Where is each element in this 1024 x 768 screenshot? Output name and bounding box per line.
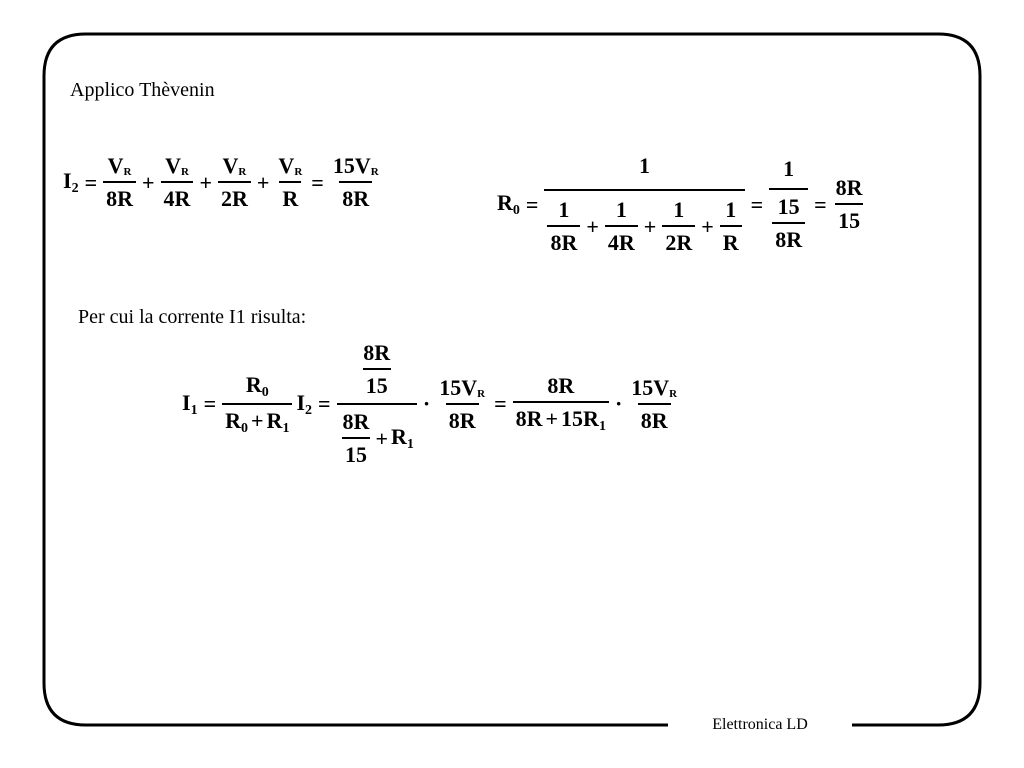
- equals-sign: =: [494, 391, 507, 416]
- formula-r0: [497, 153, 866, 256]
- equals-sign: =: [814, 191, 827, 217]
- fraction-reciprocal-sum: 1 $\frac{1}{8R}$ + $\frac{1}{4R}$ + $\frac{1}{2R}$ + $\frac{1}{R}$: [544, 153, 744, 256]
- fraction-15vr-8r: $\frac{15VR}{8R}$: [332, 153, 379, 211]
- fraction-8r-15: $\frac{8R}{15}$: [835, 175, 863, 233]
- i2-lhs: $I_2$: [63, 168, 79, 196]
- equals-sign: =: [525, 191, 539, 217]
- fraction-8r-over-8r-15r1: $\frac{8R}{8R + 15R_1}$: [513, 373, 609, 435]
- slide-title: Applico Thèvenin: [70, 79, 215, 101]
- r0-lhs: $R_0$: [497, 190, 520, 218]
- equals-sign: =: [203, 391, 217, 416]
- fraction-1-over-15-8r: $\frac{1}{\frac{15}{8R}}$: [769, 156, 808, 253]
- multiply-dot: ·: [614, 391, 623, 416]
- multiply-dot: ·: [422, 391, 431, 416]
- equals-sign: =: [84, 169, 98, 195]
- plus-sign: +: [142, 169, 155, 195]
- fraction-vr-r: $\frac{VR}{R}$: [278, 153, 303, 211]
- fraction-vr-4r: $\frac{VR}{4R}$: [161, 153, 194, 212]
- equals-sign: =: [318, 391, 331, 416]
- fraction-vr-8r: $\frac{VR}{8R}$: [103, 153, 136, 212]
- fraction-compound: $\frac{8R}{15}$ $\frac{8R}{15}$ + $R_1$: [337, 340, 417, 468]
- plus-sign: +: [256, 169, 270, 195]
- i1-lhs: $I_1$: [182, 389, 198, 418]
- formula-i2: [63, 153, 382, 212]
- fraction-15vr-8r: $\frac{15VR}{8R}$: [439, 374, 486, 433]
- formula-i1: [182, 340, 680, 468]
- slide-subtitle: Per cui la corrente I1 risulta:: [78, 306, 307, 328]
- equals-sign: =: [750, 191, 764, 217]
- fraction-vr-2r: $\frac{VR}{2R}$: [218, 153, 251, 212]
- footer-label: Elettronica LD: [680, 716, 840, 734]
- plus-sign: +: [199, 169, 212, 195]
- fraction-r0-over-r0-r1: $\frac{R_0}{R_0 + R_1}$: [222, 372, 292, 437]
- fraction-15vr-8r-final: $\frac{15VR}{8R}$: [631, 374, 678, 433]
- i2-factor: $I_2$: [296, 389, 312, 418]
- equals-sign: =: [311, 169, 324, 195]
